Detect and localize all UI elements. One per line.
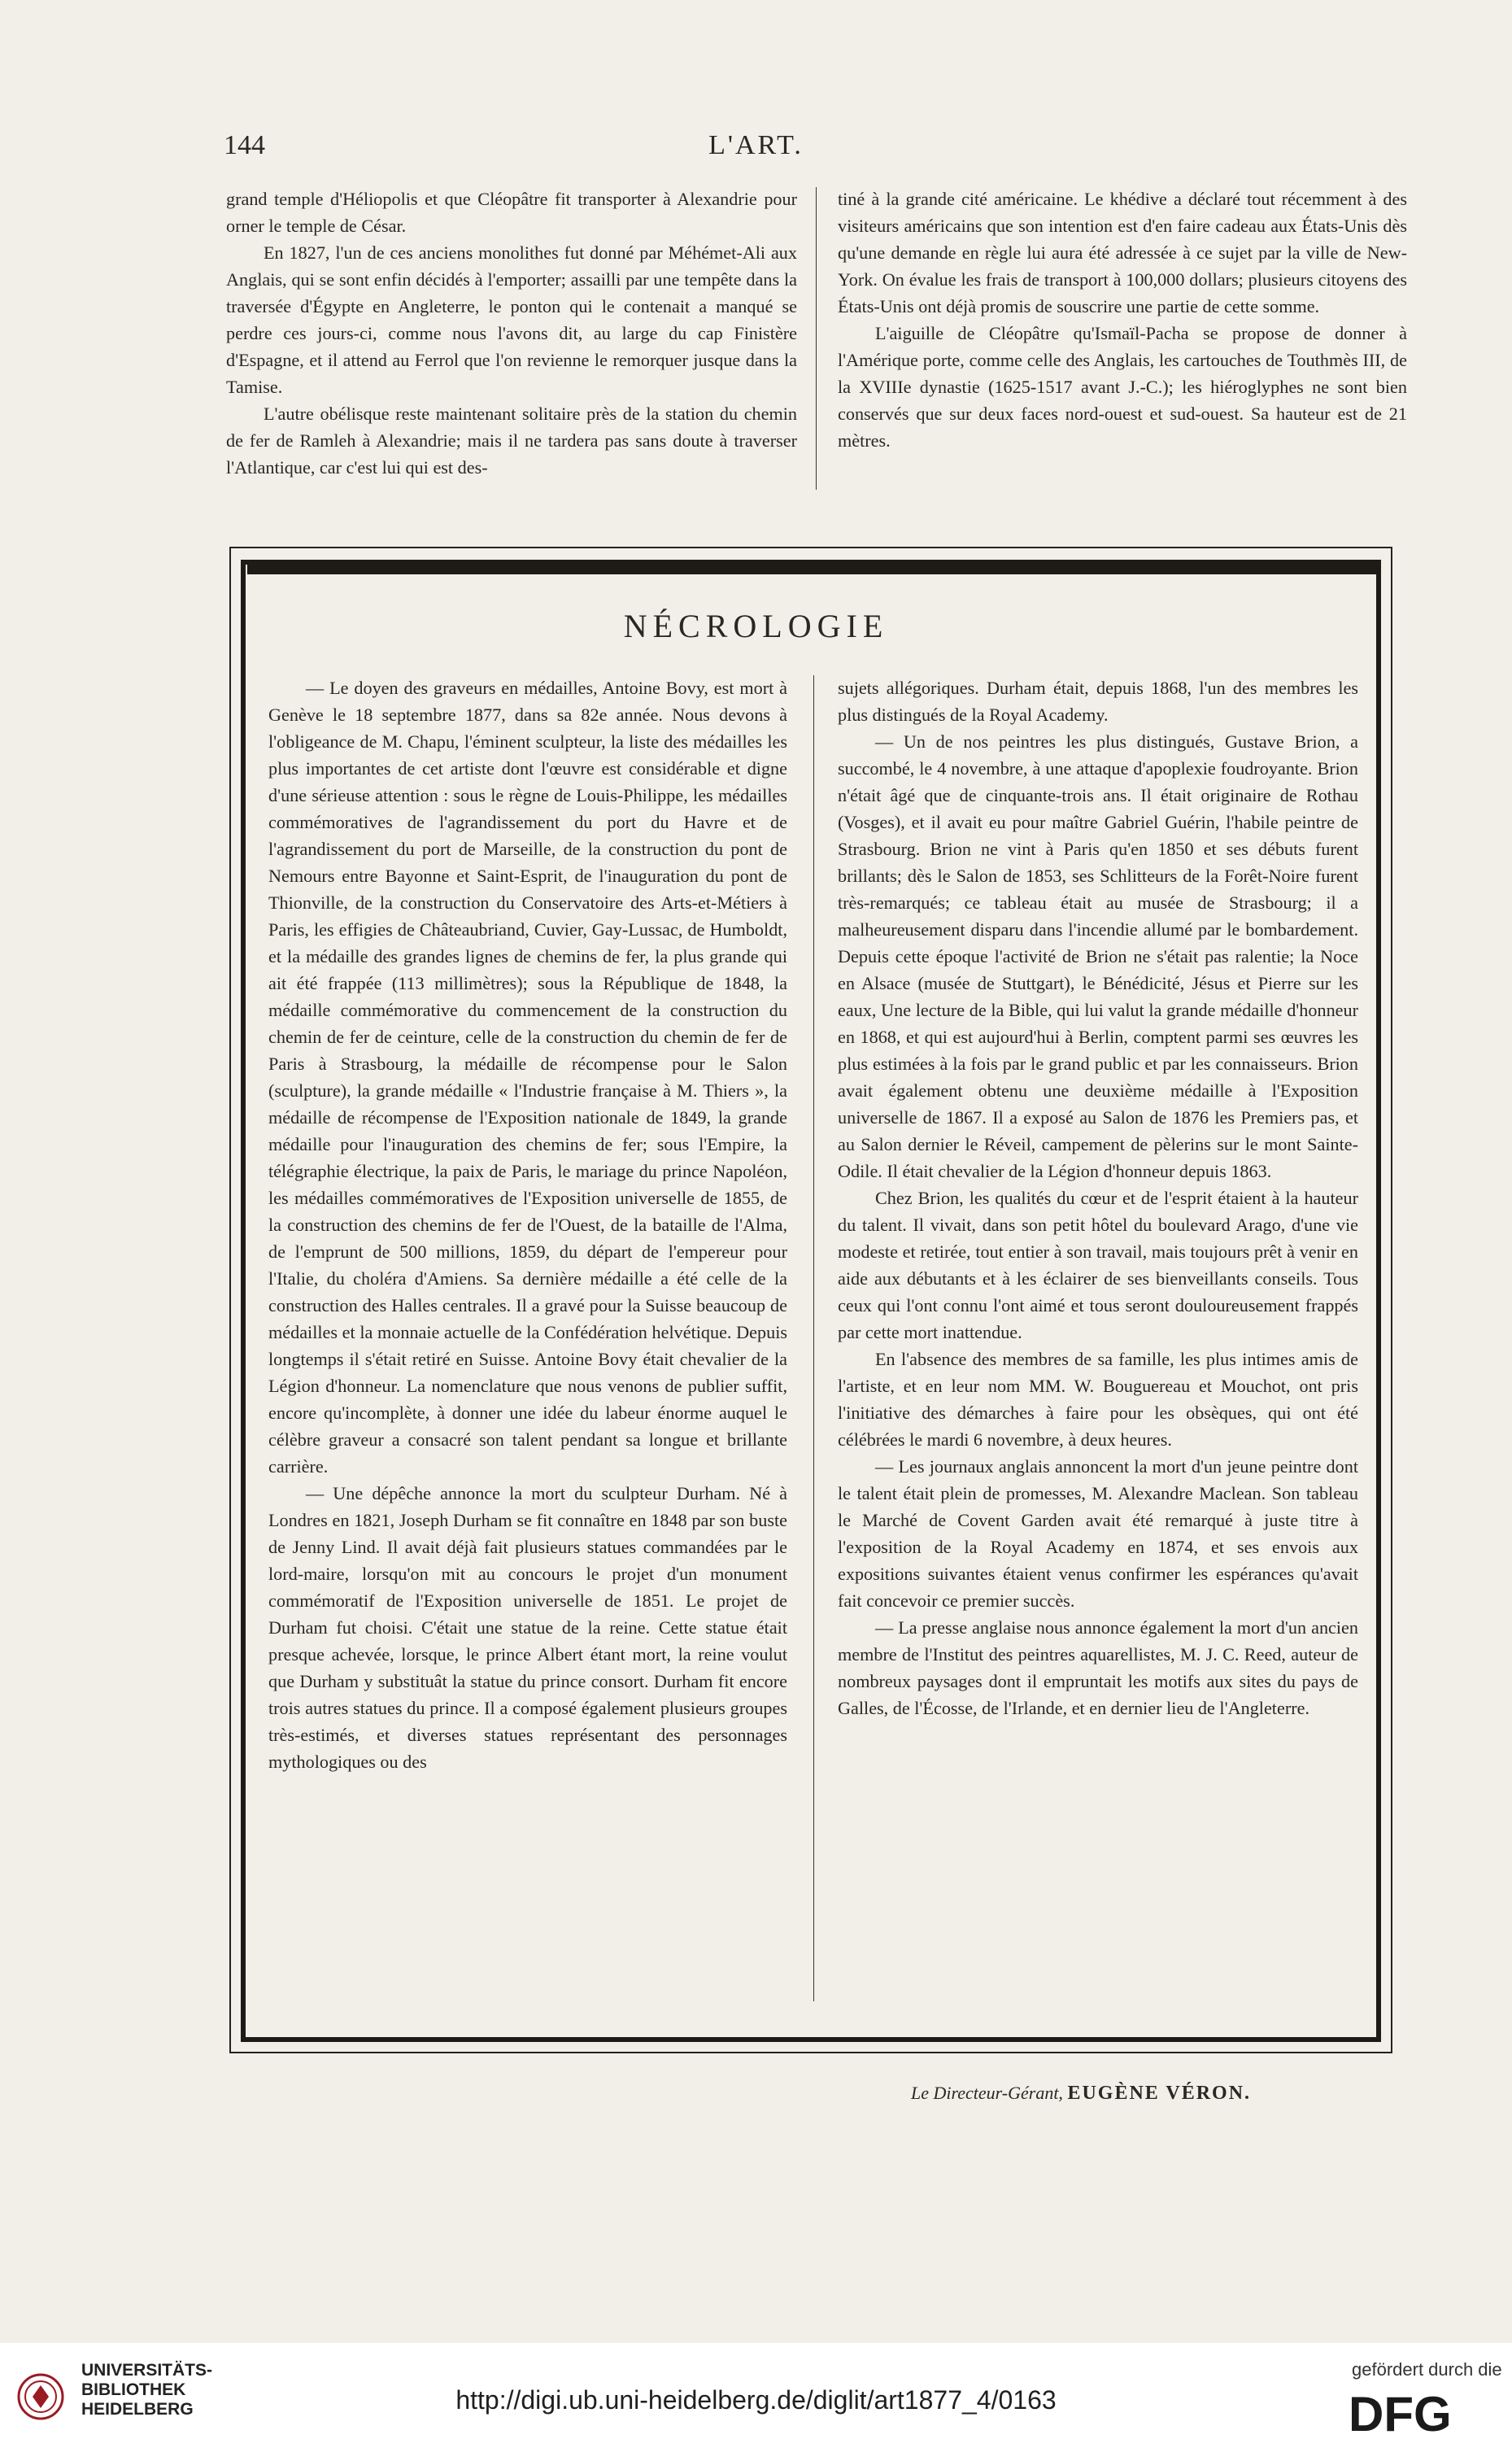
paragraph: sujets allégoriques. Durham était, depuis 1868, l'un des membres les plus distingués de la Royal Academy. — [838, 678, 1358, 725]
paragraph: — Un de nos peintres les plus distingués, Gustave Brion, a succombé, le 4 novembre, à une attaque d'apoplexie foudroyante. Brion n'était âgé que de cinquante-trois ans. Il était originaire de Rothau (Vosges), et il avait eu pour maître Gabriel Guérin, l'habile peintre de Strasbourg. Brion ne vint à Paris qu'en 1850 et ses débuts furent brillants; dès le Salon de 1853, ses Schlitteurs de la Forêt-Noire furent très-remarqués; ce tableau était au musée de Strasbourg; il a malheureusement disparu dans l'incendie allumé par le bombardement. Depuis cette époque l'activité de Brion ne s'était pas ralentie; la Noce en Alsace (musée de Stuttgart), le Bénédicité, Jésus et Pierre sur les eaux, Une lecture de la Bible, qui lui valut la grande médaille d'honneur en 1868, et qui est aujourd'hui à Berlin, comptent parmi ses œuvres les plus estimées à la fois par le grand public et par les connaisseurs. Brion avait également obtenu une deuxième médaille à l'Exposition universelle de 1867. Il a exposé au Salon de 1876 les Premiers pas, et au Salon dernier le Réveil, campement de pèlerins sur le mont Sainte-Odile. Il était chevalier de la Légion d'honneur depuis 1863. — [838, 731, 1358, 1181]
running-title: L'ART. — [708, 130, 804, 160]
dfg-logo-text: DFG — [1349, 2387, 1452, 2439]
university-line: BIBLIOTHEK — [81, 2380, 186, 2399]
source-url-link[interactable]: http://digi.ub.uni-heidelberg.de/diglit/art1877_4/0163 — [455, 2385, 1057, 2415]
funded-by-label: gefördert durch die — [1352, 2359, 1502, 2380]
university-line: HEIDELBERG — [81, 2400, 194, 2419]
university-line: UNIVERSITÄTS- — [81, 2361, 213, 2380]
paragraph: — Une dépêche annonce la mort du sculpteur Durham. Né à Londres en 1821, Joseph Durham se fit connaître en 1848 par son buste de Jenny Lind. Il avait déjà fait plusieurs statues commandées par le lord-maire, lorsqu'on mit au concours le projet d'un monument commémoratif de l'Exposition universelle de 1851. Le projet de Durham fut choisi. C'était une statue de la reine. Cette statue était presque achevée, lorsque, le prince Albert étant mort, la reine voulut que Durham y substituât la statue du prince consort. Durham fit encore trois autres statues du prince. Il a composé également plusieurs groupes très-estimés, et diverses statues représentant des personnages mythologiques ou des — [268, 1483, 787, 1772]
paragraph: En 1827, l'un de ces anciens monolithes fut donné par Méhémet-Ali aux Anglais, qui se sont enfin décidés à l'emporter; assailli par une tempête dans la traversée d'Égypte en Angleterre, le ponton qui le contenait a manqué se perdre ces jours-ci, comme nous l'avons dit, au large du cap Finistère d'Espagne, et il attend au Ferrol que l'on revienne le remorquer jusque dans la Tamise. — [226, 242, 797, 397]
column-divider — [813, 675, 814, 2001]
column-divider — [816, 187, 817, 490]
paragraph: — Le doyen des graveurs en médailles, Antoine Bovy, est mort à Genève le 18 septembre 1877, dans sa 82e année. Nous devons à l'obligeance de M. Chapu, l'éminent sculpteur, la liste des médailles les plus importantes de cet artiste dont l'œuvre est considérable et digne d'une sérieuse attention : sous le règne de Louis-Philippe, les médailles commémoratives de l'agrandissement du port du Havre et de l'agrandissement du port de Marseille, de la construction du pont de Nemours entre Bayonne et Saint-Esprit, de l'inauguration du pont de Thionville, de la construction du Conservatoire des Arts-et-Métiers à Paris, les effigies de Châteaubriand, Cuvier, Gay-Lussac, de Humboldt, et la médaille des grandes lignes de chemins de fer, la plus grande qui ait été frappée (113 millimètres); sous la République de 1848, la médaille commémorative du commencement de la construction du chemin de fer de ceinture, celle de la construction du chemin de fer de Paris à Strasbourg, la médaille de récompense pour le Salon (sculpture), la grande médaille « l'Industrie française à M. Thiers », la médaille de récompense de l'Exposition nationale de 1849, la grande médaille pour l'inauguration des chemins de fer; sous l'Empire, la télégraphie électrique, la paix de Paris, le mariage du prince Napoléon, les médailles commémoratives de l'Exposition universelle de 1855, de la construction des chemins de fer de l'Ouest, de la bataille de l'Alma, de l'emprunt de 500 millions, 1859, du départ de l'empereur pour l'Italie, du choléra d'Amiens. Sa dernière médaille a été celle de la construction des Halles centrales. Il a gravé pour la Suisse beaucoup de médailles et la monnaie actuelle de la Confédération helvétique. Depuis longtemps il s'était retiré en Suisse. Antoine Bovy était chevalier de la Légion d'honneur. La nomenclature que nous venons de publier suffit, encore qu'incomplète, à donner une idée du labeur énorme auquel le célèbre graveur a consacré son talent pendant sa longue et brillante carrière. — [268, 678, 787, 1477]
paragraph: L'aiguille de Cléopâtre qu'Ismaïl-Pacha se propose de donner à l'Amérique porte, comme celle des Anglais, les cartouches de Touthmès III, de la XVIIIe dynastie (1625-1517 avant J.-C.); les hiéroglyphes ne sont bien conservés que sur deux faces nord-ouest et sud-ouest. Sa hauteur est de 21 mètres. — [838, 323, 1407, 451]
section-title: NÉCROLOGIE — [623, 608, 889, 644]
paragraph: — La presse anglaise nous annonce également la mort d'un ancien membre de l'Institut des peintres aquarellistes, M. J. C. Reed, auteur de nombreux paysages dont il empruntait les motifs aux sites du pays de Galles, de l'Écosse, de l'Irlande, et en dernier lieu de l'Angleterre. — [838, 1617, 1358, 1718]
necrologie-left-column — [268, 674, 787, 1775]
paragraph: — Les journaux anglais annoncent la mort d'un jeune peintre dont le talent était plein de promesses, M. Alexandre Maclean. Son tableau le Marché de Covent Garden avait été remarqué à juste titre à l'exposition de la Royal Academy en 1874, et ses envois aux expositions suivantes étaient venus confirmer les espérances qu'avait fait concevoir ce premier succès. — [838, 1456, 1358, 1611]
dfg-logo-icon — [1345, 2387, 1492, 2439]
signature-label: Le Directeur-Gérant, — [911, 2083, 1063, 2103]
frame-top-bar — [247, 565, 1376, 574]
paragraph: En l'absence des membres de sa famille, les plus intimes amis de l'artiste, et en leur nom MM. W. Bouguereau et Mouchot, ont pris l'initiative des démarches à faire pour les obsèques, qui ont été célébrées le mardi 6 novembre, à deux heures. — [838, 1349, 1358, 1450]
paragraph: L'autre obélisque reste maintenant solitaire près de la station du chemin de fer de Ramleh à Alexandrie; mais il ne tardera pas sans doute à traverser l'Atlantique, car c'est lui qui est des- — [226, 404, 797, 478]
page-number: 144 — [224, 130, 265, 160]
paragraph: tiné à la grande cité américaine. Le khédive a déclaré tout récemment à des visiteurs américains que son intention est d'en faire cadeau aux États-Unis dès qu'une demande en règle lui aura été adressée à ce sujet par la ville de New-York. On évalue les frais de transport à 100,000 dollars; plusieurs citoyens des États-Unis ont déjà promis de souscrire une partie de cette somme. — [838, 189, 1407, 316]
signature — [911, 2083, 1251, 2105]
top-left-column — [226, 185, 797, 481]
top-right-column — [838, 185, 1407, 454]
paragraph: grand temple d'Héliopolis et que Cléopâtre fit transporter à Alexandrie pour orner le temple de César. — [226, 189, 797, 236]
paragraph: Chez Brion, les qualités du cœur et de l'esprit étaient à la hauteur du talent. Il vivait, dans son petit hôtel du boulevard Arago, d'une vie modeste et retirée, tout entier à son travail, mais toujours prêt à venir en aide aux débutants et à les éclairer de ses bienveillants conseils. Tous ceux qui l'ont connu l'ont aimé et tous seront douloureusement frappés par cette mort inattendue. — [838, 1188, 1358, 1342]
necrologie-right-column — [838, 674, 1358, 1721]
signature-name: EUGÈNE VÉRON. — [1067, 2083, 1252, 2104]
